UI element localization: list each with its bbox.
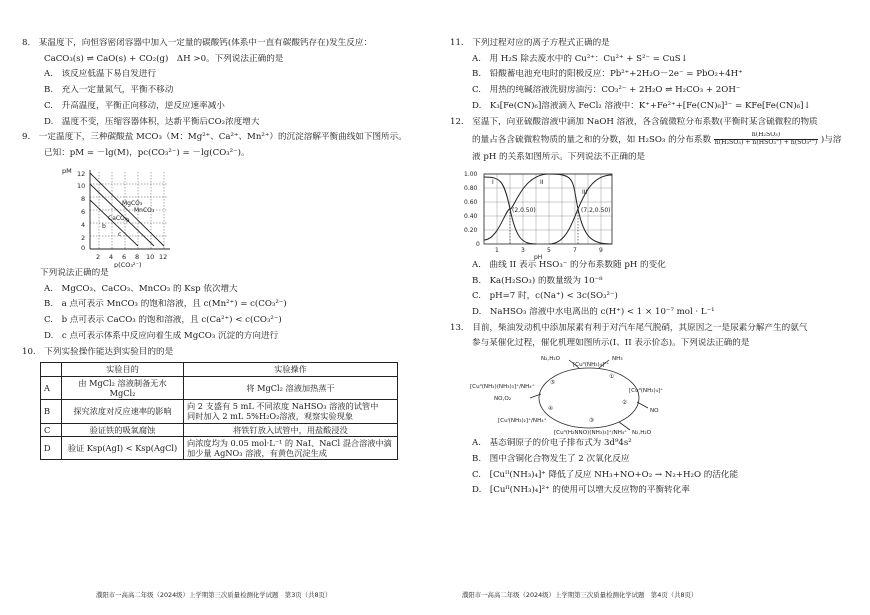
q9-option-a: A. MgCO₃、CaCO₃、MnCO₃ 的 Ksp 依次增大 xyxy=(44,283,238,294)
question-9 xyxy=(22,132,417,341)
table-cell-goal: 验证铁的吸氧腐蚀 xyxy=(62,423,184,436)
q12-y-tick: 0.80 xyxy=(464,184,478,192)
q9-point-label: a xyxy=(126,216,130,224)
q12-option-c: C. pH=7 时，c(Na⁺) < 3c(SO₃²⁻) xyxy=(472,291,618,302)
q8-option-a: A. 该反应低温下易自发进行 xyxy=(44,69,157,80)
q12-stem-line3: 液 pH 的关系如图所示。下列说法不正确的是 xyxy=(472,152,646,163)
page-footer-left: 濮阳市一高高二年级（2024级）上学期第三次质量检测化学试题 第3页（共8页） xyxy=(96,591,332,599)
q12-point-label: (7.2,0.50) xyxy=(581,206,611,214)
q12-option-b: B. Ka(H₂SO₃) 的数量级为 10⁻⁸ xyxy=(472,275,603,286)
cycle-step: ② xyxy=(622,400,628,407)
cycle-species: NO,O₂ xyxy=(494,396,512,403)
table-row xyxy=(41,400,398,424)
cycle-species: [Cuᴵᴵ(NH₃)₄]²⁺ xyxy=(573,362,610,369)
q9-option-b: B. a 点可表示 MnCO₃ 的饱和溶液，且 c(Mn²⁺) = c(CO₃²⁻) xyxy=(44,299,287,310)
q9-y-tick: 4 xyxy=(81,220,86,229)
operation-line: 同时加入 2 mL 5%H₂O₂溶液，观察实验现象 xyxy=(187,411,354,422)
right-column xyxy=(450,38,850,501)
cycle-step: ① xyxy=(609,374,615,381)
cycle-step: ③ xyxy=(589,418,595,425)
q12-distribution-graph xyxy=(462,168,632,260)
cycle-step: ⑤ xyxy=(550,380,556,387)
operation-line: 将 MgCl₂ 溶液加热蒸干 xyxy=(246,382,335,393)
q9-x-tick: 8 xyxy=(135,252,140,261)
q12-y-tick: 1.00 xyxy=(464,170,478,178)
operation-line: 将铁钉放入试管中，用盐酸浸没 xyxy=(233,424,348,435)
fraction-numerator: n(H₂SO₃) xyxy=(714,132,818,140)
q9-curve-label: MgCO₃ xyxy=(122,199,143,207)
q9-y-tick: 2 xyxy=(81,233,86,242)
cycle-species: [Cuᴵᴵ(NH₂)(NH₃)₃]⁺/NH₄⁺ xyxy=(470,384,535,391)
q8-option-c: C. 升高温度，平衡正向移动，逆反应速率减小 xyxy=(44,100,225,111)
q13-option-a: A. 基态铜原子的价电子排布式为 3d⁹4s² xyxy=(472,438,632,449)
table-header: 实验目的 xyxy=(62,363,184,376)
table-cell-option: C xyxy=(41,423,62,436)
q12-stem: 12. 室温下，向亚硫酸溶液中滴加 NaOH 溶液，各含硫微粒分布系数(平衡时某含硫微粒的物质 xyxy=(450,116,818,127)
q13-option-b: B. 图中含铜化合物发生了 2 次氧化反应 xyxy=(472,453,630,464)
table-cell-option: D xyxy=(41,436,62,460)
table-header: 实验操作 xyxy=(184,363,398,376)
q8-equation: CaCO₃(s) ⇌ CaO(s) + CO₂(g) ΔH >0。下列说法正确的是 xyxy=(44,53,284,64)
q11-option-c: C. 用热的纯碱溶液洗厨房油污：CO₃²⁻ + 2H₂O ⇌ H₂CO₃ + 2OH⁻ xyxy=(472,85,741,96)
q12-y-tick: 0 xyxy=(476,240,480,248)
question-11 xyxy=(450,38,850,112)
cycle-species: N₂,H₂O xyxy=(632,430,652,437)
q11-stem: 11. 下列过程对应的离子方程式正确的是 xyxy=(450,38,610,48)
q12-x-tick: 3 xyxy=(521,246,525,254)
q12-distribution-fraction xyxy=(714,132,818,147)
table-cell-operation xyxy=(184,376,398,400)
q9-given: 已知：pM = －lg(M)，pc(CO₃²⁻) = －lg(CO₃²⁻)。 xyxy=(44,148,250,159)
q12-curve-label: I xyxy=(492,178,494,186)
table-row xyxy=(41,423,398,436)
q9-x-tick: 6 xyxy=(122,252,127,261)
cycle-species: [Cuᴵᴵ(H₂NNO)(NH₃)₃]⁺/NH₄⁺ xyxy=(554,430,628,437)
q9-y-tick: 8 xyxy=(81,194,86,203)
q9-curve-label: CaCO₃ xyxy=(108,214,128,222)
q9-stem: 9. 一定温度下，三种碳酸盐 MCO₃（M：Mg²⁺、Ca²⁺、Mn²⁺）的沉淀溶解平衡曲线如下图所示。 xyxy=(22,132,407,143)
q13-stem: 13. 目前，柴油发动机中添加尿素有利于对汽车尾气脱硝，其原因之一是尿素分解产生的氨气 xyxy=(450,322,808,333)
cycle-species: [Cuᴵᴵ(NH₃)₄]⁺ xyxy=(629,388,664,395)
q9-y-tick: 10 xyxy=(77,181,86,190)
q12-curve-label: III xyxy=(582,188,588,196)
cycle-species: NO xyxy=(650,408,659,415)
q12-stem-line2 xyxy=(450,132,850,147)
q12-y-tick: 0.20 xyxy=(464,226,478,234)
q9-x-tick: 4 xyxy=(109,252,114,261)
q9-x-tick: 10 xyxy=(146,252,155,261)
q9-y-tick: 0 xyxy=(81,243,86,252)
q9-x-tick: 12 xyxy=(159,252,168,261)
q12-x-tick: 7 xyxy=(573,246,577,254)
cycle-step: ④ xyxy=(548,406,554,413)
table-cell-option: B xyxy=(41,400,62,424)
q12-x-tick: 5 xyxy=(547,246,551,254)
q9-option-d: D. c 点可表示体系中反应向着生成 MgCO₃ 沉淀的方向进行 xyxy=(44,330,279,341)
q10-experiment-table xyxy=(40,362,398,460)
q12-option-a: A. 曲线 II 表示 HSO₃⁻ 的分布系数随 pH 的变化 xyxy=(472,259,666,270)
q11-option-b: B. 铅酸蓄电池充电时的阳极反应：Pb²⁺+2H₂O－2e⁻ = PbO₂+4H⁺ xyxy=(472,69,743,80)
cycle-species: NH₃ xyxy=(612,356,623,363)
table-cell-operation xyxy=(184,400,398,424)
q13-stem-line2: 参与某催化过程，催化机理如图所示(I、II 表示价态)。下列说法正确的是 xyxy=(472,338,750,349)
table-header xyxy=(41,363,62,376)
table-row xyxy=(41,376,398,400)
cycle-species: [Cuᴵ(NH₃)₂]⁺/NH₄⁺ xyxy=(498,418,547,425)
q12-stem-text: )与溶 xyxy=(820,135,842,146)
q12-curve-label: II xyxy=(540,178,544,186)
q12-option-d: D. NaHSO₃ 溶液中水电离出的 c(H⁺) < 1 × 10⁻⁷ mol · L⁻¹ xyxy=(472,306,715,317)
table-cell-option: A xyxy=(41,376,62,400)
operation-line: 向 2 支盛有 5 mL 不同浓度 NaHSO₃ 溶液的试管中 xyxy=(187,401,379,412)
cycle-species: N₂,H₂O xyxy=(541,356,561,363)
question-13 xyxy=(450,323,850,496)
q11-option-d: D. K₃[Fe(CN)₆]溶液滴入 FeCl₂ 溶液中：K⁺+Fe²⁺+[Fe(CN)₆]³⁻ = KFe[Fe(CN)₆]↓ xyxy=(472,100,811,111)
q12-x-tick: 9 xyxy=(599,246,603,254)
q12-x-tick: 1 xyxy=(495,246,499,254)
q13-catalytic-cycle-diagram xyxy=(464,354,714,438)
q11-option-a: A. 用 H₂S 除去废水中的 Cu²⁺：Cu²⁺ + S²⁻ = CuS↓ xyxy=(472,53,688,64)
q9-y-tick: 6 xyxy=(81,207,86,216)
q8-stem: 8. 某温度下，向恒容密闭容器中加入一定量的碳酸钙(体系中一直有碳酸钙存在)发生反应： xyxy=(22,38,373,48)
q9-solubility-graph xyxy=(62,164,212,268)
q12-point-label: (2,0.50) xyxy=(512,206,536,214)
question-12 xyxy=(450,117,850,318)
q9-option-c: C. b 点可表示 CaCO₃ 的饱和溶液，且 c(Ca²⁺) < c(CO₃²⁻) xyxy=(44,315,282,326)
q12-y-tick: 0.60 xyxy=(464,198,478,206)
table-cell-goal: 探究浓度对反应速率的影响 xyxy=(62,400,184,424)
q10-stem: 10. 下列实验操作能达到实验目的的是 xyxy=(22,346,174,357)
left-column xyxy=(22,38,417,460)
q9-question: 下列说法正确的是 xyxy=(40,267,109,278)
q8-option-b: B. 充入一定量氮气，平衡不移动 xyxy=(44,85,174,96)
question-8 xyxy=(22,38,417,127)
q9-x-tick: 2 xyxy=(96,252,101,261)
q8-option-d: D. 温度不变，压缩容器体积，达新平衡后CO₂浓度增大 xyxy=(44,116,260,127)
q9-point-label: b xyxy=(102,222,106,230)
question-10 xyxy=(22,347,417,461)
table-header-row xyxy=(41,363,398,376)
q12-x-axis-label: pH xyxy=(534,253,543,260)
table-cell-operation xyxy=(184,436,398,460)
operation-line: 加少量 AgNO₃ 溶液，有黄色沉淀生成 xyxy=(187,448,327,459)
fraction-denominator: n(H₂SO₃) + n(HSO₃⁻) + n(SO₃²⁻) xyxy=(714,139,818,147)
q13-option-c: C. [Cuᴵᴵ(NH₃)₄]⁺ 降低了反应 NH₃+NO+O₂ → N₂+H₂O 的活化能 xyxy=(472,469,739,480)
q13-option-d: D. [Cuᴵᴵ(NH₃)₄]²⁺ 的使用可以增大反应物的平衡转化率 xyxy=(472,485,690,496)
operation-line: 向浓度均为 0.05 mol·L⁻¹ 的 NaI、NaCl 混合溶液中滴 xyxy=(187,437,392,448)
table-cell-goal: 验证 Ksp(AgI) < Ksp(AgCl) xyxy=(62,436,184,460)
table-cell-goal: 由 MgCl₂ 溶液制备无水 MgCl₂ xyxy=(62,376,184,400)
table-row xyxy=(41,436,398,460)
page-footer-right: 濮阳市一高高二年级（2024级）上学期第三次质量检测化学试题 第4页（共8页） xyxy=(462,591,698,599)
q9-point-label: c xyxy=(118,230,122,238)
q12-y-tick: 0.40 xyxy=(464,212,478,220)
table-cell-operation xyxy=(184,423,398,436)
q9-curve-label: MnCO₃ xyxy=(134,206,155,214)
q9-x-axis-label: p(CO₃²⁻) xyxy=(114,260,142,268)
q9-y-axis-label: pM xyxy=(62,166,72,175)
q12-stem-text: 的量占各含硫微粒物质的量之和的分数，如 H₂SO₃ 的分布系数 xyxy=(472,135,712,146)
q9-y-tick: 12 xyxy=(77,169,86,178)
